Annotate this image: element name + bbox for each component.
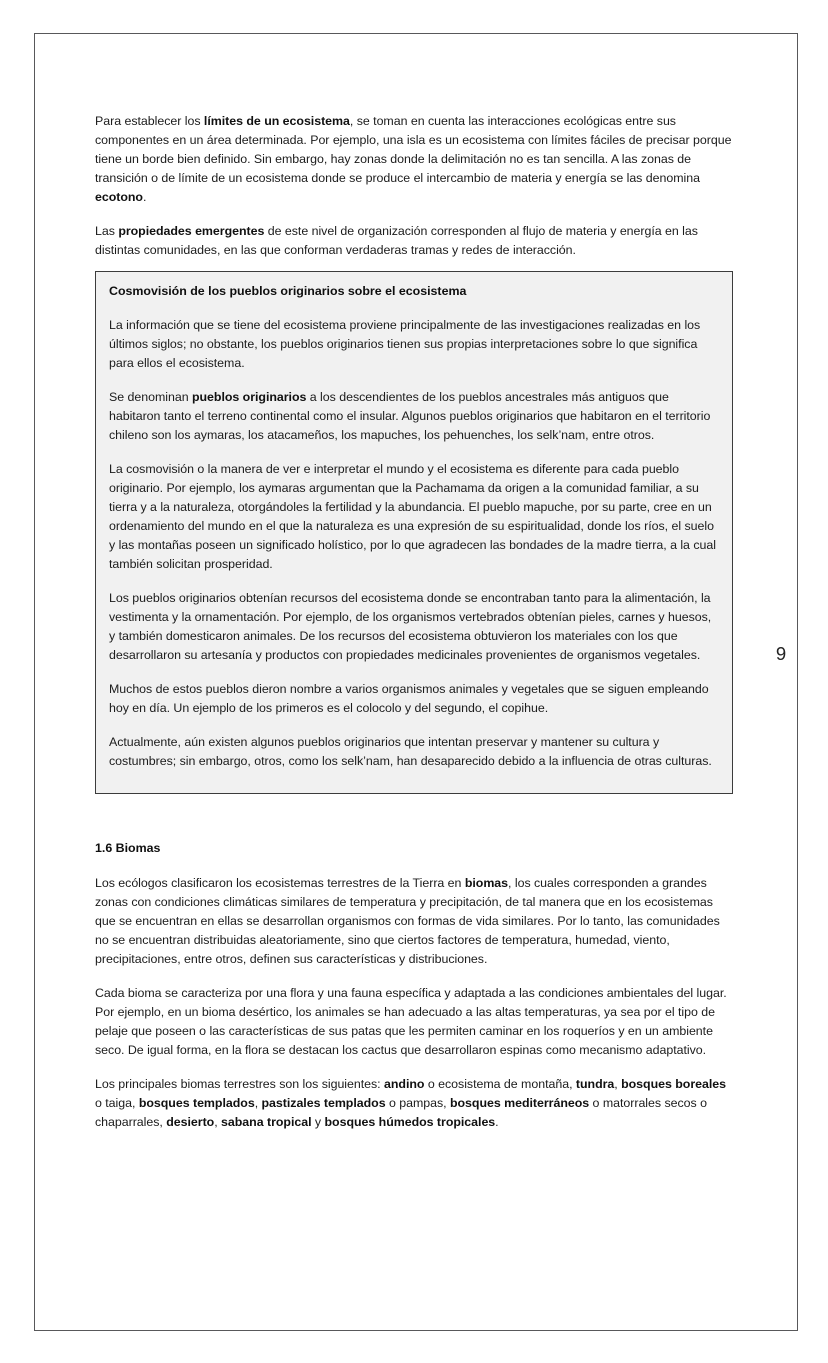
callout-paragraph: Actualmente, aún existen algunos pueblos originarios que intentan preservar y mantener su cultura y costumbres; sin embargo, otros, como los selk’nam, han desaparecido debido a la influencia de otras culturas. bbox=[109, 734, 712, 768]
callout-paragraph: Los pueblos originarios obtenían recursos del ecosistema donde se encontraban tanto para la alimentación, la vestimenta y la ornamentación. Por ejemplo, de los organismos vertebrados obtenían pieles, carnes y huesos, y también domesticaron animales. De los recursos del ecosistema obtuvieron los materiales con los que desarrollaron su artesanía y productos con propiedades medicinales provenientes de organismos vegetales. bbox=[109, 590, 712, 662]
callout-paragraph: La información que se tiene del ecosistema proviene principalmente de las investigaciones realizadas en los últimos siglos; no obstante, los pueblos originarios tienen sus propias interpretaciones sobre lo que significa para ellos el ecosistema. bbox=[109, 318, 701, 371]
paragraph: Los ecólogos clasificaron los ecosistemas terrestres de la Tierra en biomas, los cuales corresponden a grandes zonas con condiciones climáticas similares de temperatura y precipitación, de tal manera que en los ecosistemas que se encuentran en ellas se desarrollan organismos con formas de vida similares. Por lo tanto, las comunidades no se encuentran distribuidas aleatoriamente, sino que ciertos factores de temperatura, humedad, viento, precipitaciones, entre otros, definen sus características y distribuciones. bbox=[95, 875, 720, 966]
paragraph: Para establecer los límites de un ecosistema, se toman en cuenta las interacciones ecológicas entre sus componentes en un área determinada. Por ejemplo, una isla es un ecosistema con límites fáciles de precisar porque tiene un borde bien definido. Sin embargo, hay zonas donde la delimitación no es tan sencilla. A las zonas de transición o de límite de un ecosistema donde se produce el intercambio de materia y energía se las denomina ecotono. bbox=[95, 114, 732, 204]
paragraph: Las propiedades emergentes de este nivel de organización corresponden al flujo de materia y energía en las distintas comunidades, en las que conforman verdaderas tramas y redes de interacción. bbox=[95, 223, 698, 257]
section-heading-biomas: 1.6 Biomas bbox=[95, 840, 161, 855]
cosmovision-callout-box bbox=[95, 271, 733, 794]
intro-block bbox=[95, 112, 733, 260]
page-number: 9 bbox=[775, 643, 787, 664]
callout-paragraph: La cosmovisión o la manera de ver e interpretar el mundo y el ecosistema es diferente para cada pueblo originario. Por ejemplo, los aymaras argumentan que la Pachamama da origen a la comunidad familiar, a su tierra y a la naturaleza, otorgándoles la fertilidad y la abundancia. El pueblo mapuche, por su parte, cree en un ordenamiento del mundo en el que la naturaleza es una expresión de su espiritualidad, donde los ríos, el suelo y las montañas poseen un significado holístico, por lo que agradecen las bondades de la madre tierra, a la cual también solicitan prosperidad. bbox=[109, 461, 716, 571]
callout-paragraph: Muchos de estos pueblos dieron nombre a varios organismos animales y vegetales que se siguen empleando hoy en día. Un ejemplo de los primeros es el colocolo y del segundo, el copihue. bbox=[109, 681, 709, 715]
paragraph: Cada bioma se caracteriza por una flora y una fauna específica y adaptada a las condiciones ambientales del lugar. Por ejemplo, en un bioma desértico, los animales se han adecuado a las altas temperaturas, ya sea por el tipo de pelaje que poseen o las características de sus patas que les permiten caminar en los roqueríos y en un ambiente seco. De igual forma, en la flora se destacan los cactus que desarrollaron espinas como mecanismo adaptativo. bbox=[95, 985, 727, 1057]
callout-box-title: Cosmovisión de los pueblos originarios sobre el ecosistema bbox=[109, 283, 467, 298]
biomas-section bbox=[95, 840, 733, 1132]
document-content-column bbox=[95, 112, 733, 1132]
paragraph: Los principales biomas terrestres son los siguientes: andino o ecosistema de montaña, tundra, bosques boreales o taiga, bosques templados, pastizales templados o pampas, bosques mediterráneos o matorrales secos o chaparrales, desierto, sabana tropical y bosques húmedos tropicales. bbox=[95, 1076, 726, 1129]
callout-paragraph: Se denominan pueblos originarios a los descendientes de los pueblos ancestrales más antiguos que habitaron tanto el terreno continental como el insular. Algunos pueblos originarios que habitaron en el territorio chileno son los aymaras, los atacameños, los mapuches, los pehuenches, los selk’nam, entre otros. bbox=[109, 390, 711, 442]
